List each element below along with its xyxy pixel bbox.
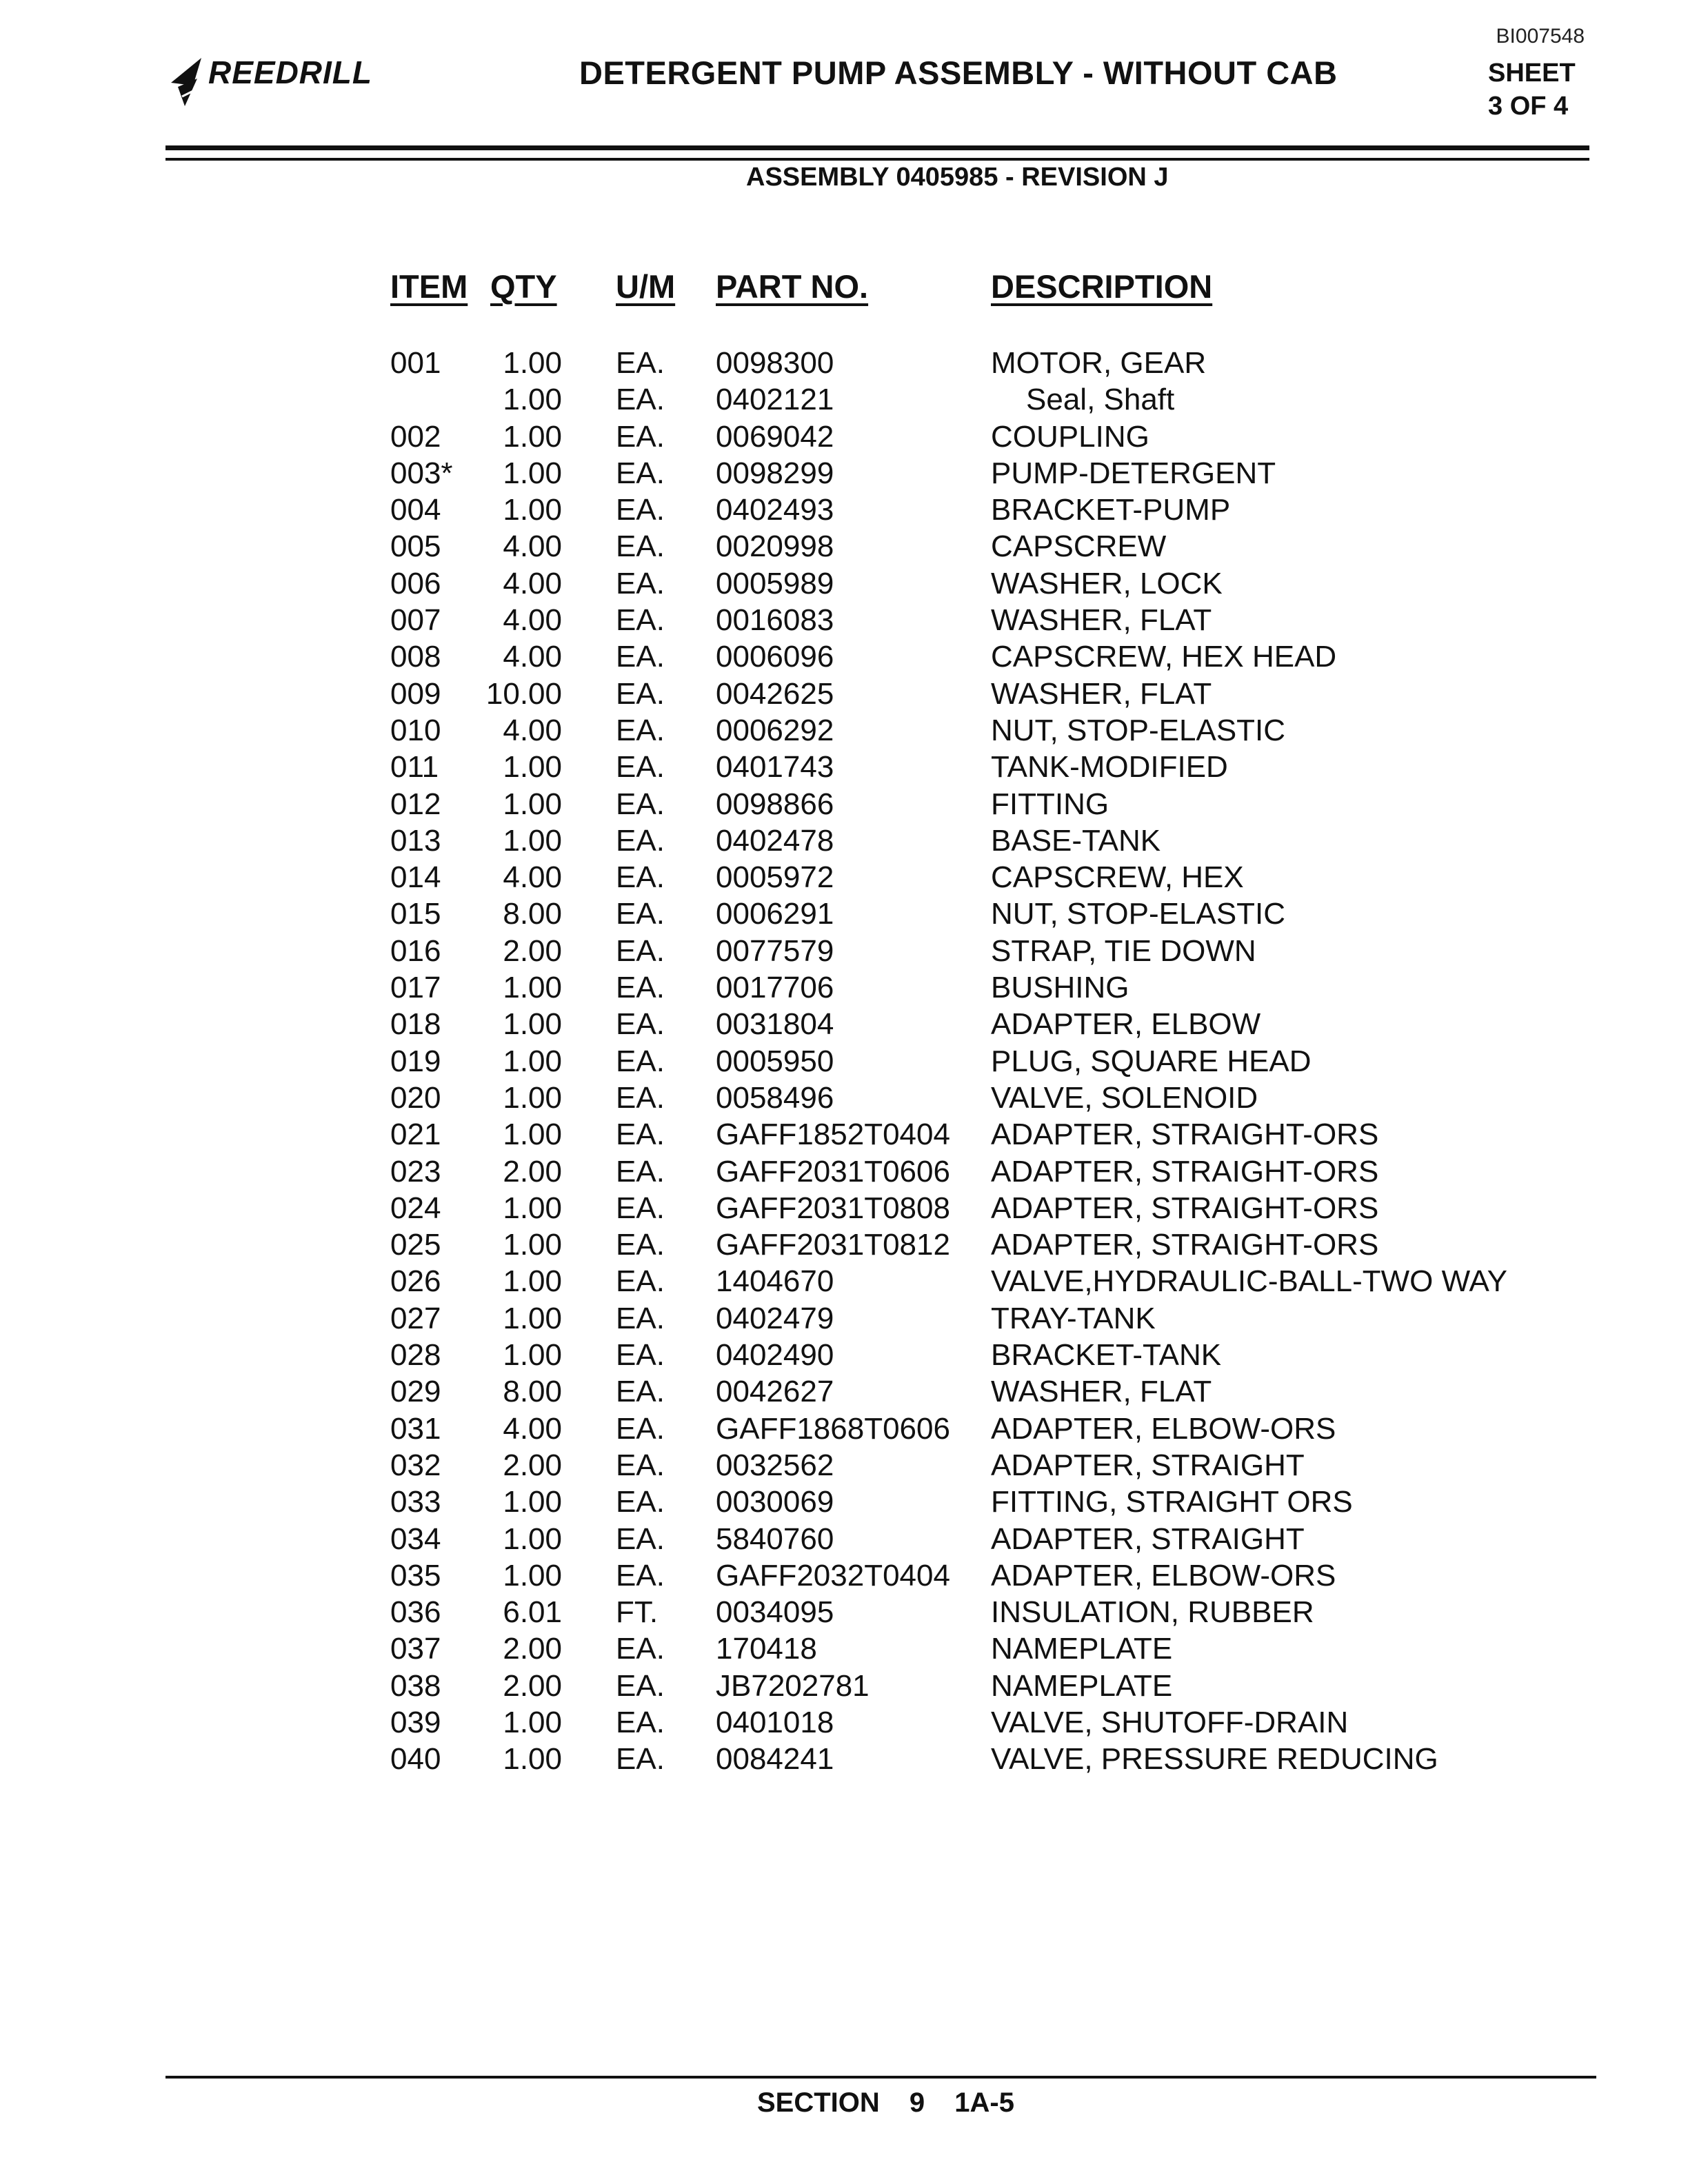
description-cell: ADAPTER, STRAIGHT-ORS — [991, 1228, 1379, 1262]
header-rule-bottom — [165, 158, 1589, 161]
um-cell: EA. — [616, 1411, 665, 1446]
description-cell: VALVE,HYDRAULIC-BALL-TWO WAY — [991, 1264, 1507, 1299]
description-cell: WASHER, FLAT — [991, 603, 1212, 638]
qty-cell: 1.00 — [503, 1264, 562, 1299]
part-number-cell: 170418 — [716, 1632, 817, 1666]
description-cell: ADAPTER, STRAIGHT — [991, 1448, 1305, 1482]
item-cell: 012 — [390, 787, 441, 821]
part-number-cell: 0005950 — [716, 1044, 834, 1078]
um-cell: EA. — [616, 971, 665, 1005]
um-cell: EA. — [616, 1044, 665, 1078]
description-cell: ADAPTER, STRAIGHT — [991, 1521, 1305, 1556]
table-row — [0, 1190, 1688, 1226]
item-cell: 024 — [390, 1191, 441, 1225]
um-cell: EA. — [616, 346, 665, 380]
item-cell: 005 — [390, 529, 441, 564]
table-row — [0, 1410, 1688, 1447]
part-number-cell: 0020998 — [716, 529, 834, 564]
item-cell: 039 — [390, 1705, 441, 1739]
um-cell: FT. — [616, 1595, 659, 1630]
qty-cell: 4.00 — [503, 1411, 562, 1446]
column-header-part-no: PART NO. — [716, 268, 869, 305]
table-row — [0, 1153, 1688, 1190]
sheet-label: SHEET — [1488, 59, 1576, 88]
um-cell: EA. — [616, 750, 665, 785]
description-cell: CAPSCREW, HEX — [991, 860, 1244, 895]
table-row — [0, 1594, 1688, 1630]
item-cell: 018 — [390, 1007, 441, 1042]
table-row — [0, 1741, 1688, 1777]
qty-cell: 1.00 — [503, 1521, 562, 1556]
item-cell: 016 — [390, 933, 441, 968]
qty-cell: 1.00 — [503, 787, 562, 821]
item-cell: 033 — [390, 1485, 441, 1519]
item-cell: 013 — [390, 823, 441, 858]
description-cell: ADAPTER, ELBOW-ORS — [991, 1411, 1336, 1446]
qty-cell: 8.00 — [503, 897, 562, 931]
qty-cell: 1.00 — [503, 1007, 562, 1042]
um-cell: EA. — [616, 383, 665, 417]
table-row — [0, 1300, 1688, 1337]
part-number-cell: 1404670 — [716, 1264, 834, 1299]
item-cell: 025 — [390, 1228, 441, 1262]
part-number-cell: 5840760 — [716, 1521, 834, 1556]
item-cell: 034 — [390, 1521, 441, 1556]
description-cell: ADAPTER, ELBOW-ORS — [991, 1558, 1336, 1593]
part-number-cell: 0016083 — [716, 603, 834, 638]
table-row — [0, 1080, 1688, 1116]
description-cell: BRACKET-TANK — [991, 1338, 1222, 1373]
description-cell: COUPLING — [991, 419, 1149, 454]
description-cell: ADAPTER, ELBOW — [991, 1007, 1261, 1042]
um-cell: EA. — [616, 787, 665, 821]
description-cell: NUT, STOP-ELASTIC — [991, 897, 1286, 931]
table-row — [0, 1447, 1688, 1484]
qty-cell: 4.00 — [503, 603, 562, 638]
description-cell: TANK-MODIFIED — [991, 750, 1228, 785]
qty-cell: 1.00 — [503, 419, 562, 454]
table-row — [0, 1521, 1688, 1557]
table-row — [0, 602, 1688, 638]
um-cell: EA. — [616, 1301, 665, 1335]
table-row — [0, 712, 1688, 749]
um-cell: EA. — [616, 1521, 665, 1556]
item-cell: 037 — [390, 1632, 441, 1666]
part-number-cell: 0402478 — [716, 823, 834, 858]
table-row — [0, 528, 1688, 565]
qty-cell: 1.00 — [503, 1485, 562, 1519]
part-number-cell: 0402479 — [716, 1301, 834, 1335]
part-number-cell: 0042627 — [716, 1375, 834, 1409]
um-cell: EA. — [616, 860, 665, 895]
reedrill-logo — [165, 54, 372, 116]
qty-cell: 1.00 — [503, 1228, 562, 1262]
qty-cell: 1.00 — [503, 1742, 562, 1777]
qty-cell: 4.00 — [503, 860, 562, 895]
um-cell: EA. — [616, 933, 665, 968]
item-cell: 010 — [390, 713, 441, 747]
qty-cell: 2.00 — [503, 1668, 562, 1703]
table-row — [0, 1484, 1688, 1520]
qty-cell: 1.00 — [503, 1118, 562, 1152]
um-cell: EA. — [616, 1632, 665, 1666]
part-number-cell: 0402490 — [716, 1338, 834, 1373]
part-number-cell: 0098866 — [716, 787, 834, 821]
item-cell: 019 — [390, 1044, 441, 1078]
part-number-cell: 0084241 — [716, 1742, 834, 1777]
part-number-cell: GAFF2032T0404 — [716, 1558, 950, 1593]
um-cell: EA. — [616, 1485, 665, 1519]
qty-cell: 2.00 — [503, 933, 562, 968]
description-cell: WASHER, FLAT — [991, 676, 1212, 711]
sheet-indicator — [1488, 57, 1576, 123]
description-cell: ADAPTER, STRAIGHT-ORS — [991, 1154, 1379, 1189]
description-cell: VALVE, SHUTOFF-DRAIN — [991, 1705, 1349, 1739]
description-cell: VALVE, PRESSURE REDUCING — [991, 1742, 1438, 1777]
item-cell: 020 — [390, 1080, 441, 1115]
um-cell: EA. — [616, 1191, 665, 1225]
column-header-item: ITEM — [390, 268, 468, 305]
table-row — [0, 1116, 1688, 1153]
footer-rule — [165, 2076, 1596, 2079]
part-number-cell: 0006292 — [716, 713, 834, 747]
qty-cell: 4.00 — [503, 566, 562, 600]
um-cell: EA. — [616, 1264, 665, 1299]
qty-cell: 1.00 — [503, 1044, 562, 1078]
table-row — [0, 786, 1688, 822]
item-cell: 029 — [390, 1375, 441, 1409]
item-cell: 015 — [390, 897, 441, 931]
part-number-cell: 0077579 — [716, 933, 834, 968]
um-cell: EA. — [616, 493, 665, 527]
page-number: 1A-5 — [954, 2087, 1014, 2118]
um-cell: EA. — [616, 1705, 665, 1739]
part-number-cell: JB7202781 — [716, 1668, 870, 1703]
drill-bit-icon — [165, 55, 207, 114]
description-cell: NAMEPLATE — [991, 1632, 1173, 1666]
part-number-cell: 0042625 — [716, 676, 834, 711]
um-cell: EA. — [616, 1375, 665, 1409]
table-row — [0, 418, 1688, 455]
part-number-cell: 0402121 — [716, 383, 834, 417]
qty-cell: 1.00 — [503, 383, 562, 417]
qty-cell: 4.00 — [503, 713, 562, 747]
qty-cell: 1.00 — [503, 456, 562, 490]
item-cell: 026 — [390, 1264, 441, 1299]
table-row — [0, 345, 1688, 381]
part-number-cell: 0005972 — [716, 860, 834, 895]
qty-cell: 2.00 — [503, 1632, 562, 1666]
table-row — [0, 1043, 1688, 1080]
page-footer — [757, 2087, 1014, 2119]
description-cell: VALVE, SOLENOID — [991, 1080, 1258, 1115]
description-cell: TRAY-TANK — [991, 1301, 1156, 1335]
item-cell: 027 — [390, 1301, 441, 1335]
description-cell: BASE-TANK — [991, 823, 1161, 858]
description-cell: PLUG, SQUARE HEAD — [991, 1044, 1312, 1078]
um-cell: EA. — [616, 529, 665, 564]
table-row — [0, 969, 1688, 1006]
part-number-cell: 0058496 — [716, 1080, 834, 1115]
item-cell: 011 — [390, 750, 439, 785]
um-cell: EA. — [616, 1154, 665, 1189]
qty-cell: 10.00 — [485, 676, 562, 711]
part-number-cell: 0401018 — [716, 1705, 834, 1739]
um-cell: EA. — [616, 456, 665, 490]
part-number-cell: 0402493 — [716, 493, 834, 527]
item-cell: 007 — [390, 603, 441, 638]
qty-cell: 1.00 — [503, 1558, 562, 1593]
table-row — [0, 933, 1688, 969]
um-cell: EA. — [616, 1668, 665, 1703]
qty-cell: 1.00 — [503, 1301, 562, 1335]
description-cell: PUMP-DETERGENT — [991, 456, 1276, 490]
table-row — [0, 1557, 1688, 1594]
table-row — [0, 896, 1688, 932]
description-cell: MOTOR, GEAR — [991, 346, 1207, 380]
um-cell: EA. — [616, 823, 665, 858]
um-cell: EA. — [616, 713, 665, 747]
table-row — [0, 492, 1688, 528]
table-row — [0, 1006, 1688, 1042]
table-row — [0, 638, 1688, 675]
sheet-number: 3 OF 4 — [1488, 92, 1569, 121]
table-row — [0, 565, 1688, 602]
item-cell: 036 — [390, 1595, 441, 1630]
um-cell: EA. — [616, 676, 665, 711]
item-cell: 014 — [390, 860, 441, 895]
part-number-cell: 0401743 — [716, 750, 834, 785]
item-cell: 004 — [390, 493, 441, 527]
qty-cell: 4.00 — [503, 529, 562, 564]
um-cell: EA. — [616, 603, 665, 638]
description-cell: WASHER, FLAT — [991, 1375, 1212, 1409]
table-row — [0, 1668, 1688, 1704]
um-cell: EA. — [616, 1742, 665, 1777]
part-number-cell: 0032562 — [716, 1448, 834, 1482]
um-cell: EA. — [616, 1228, 665, 1262]
description-cell: WASHER, LOCK — [991, 566, 1223, 600]
part-number-cell: 0069042 — [716, 419, 834, 454]
qty-cell: 1.00 — [503, 823, 562, 858]
part-number-cell: 0005989 — [716, 566, 834, 600]
table-row — [0, 1263, 1688, 1300]
description-cell: FITTING — [991, 787, 1109, 821]
description-cell: CAPSCREW, HEX HEAD — [991, 640, 1337, 674]
item-cell: 023 — [390, 1154, 441, 1189]
item-cell: 006 — [390, 566, 441, 600]
qty-cell: 8.00 — [503, 1375, 562, 1409]
table-row — [0, 455, 1688, 492]
qty-cell: 1.00 — [503, 493, 562, 527]
description-cell: ADAPTER, STRAIGHT-ORS — [991, 1191, 1379, 1225]
description-cell: CAPSCREW — [991, 529, 1167, 564]
column-header-qty: QTY — [490, 268, 557, 305]
brand-name: REEDRILL — [208, 54, 372, 90]
qty-cell: 1.00 — [503, 971, 562, 1005]
document-id: BI007548 — [1496, 25, 1585, 48]
description-cell: NAMEPLATE — [991, 1668, 1173, 1703]
part-number-cell: 0034095 — [716, 1595, 834, 1630]
part-number-cell: GAFF1852T0404 — [716, 1118, 950, 1152]
description-cell: FITTING, STRAIGHT ORS — [991, 1485, 1353, 1519]
item-cell: 017 — [390, 971, 441, 1005]
description-cell: ADAPTER, STRAIGHT-ORS — [991, 1118, 1379, 1152]
column-header-um: U/M — [616, 268, 676, 305]
item-cell: 031 — [390, 1411, 441, 1446]
table-row — [0, 859, 1688, 896]
item-cell: 035 — [390, 1558, 441, 1593]
item-cell: 040 — [390, 1742, 441, 1777]
qty-cell: 1.00 — [503, 1080, 562, 1115]
qty-cell: 4.00 — [503, 640, 562, 674]
table-row — [0, 749, 1688, 785]
description-cell: Seal, Shaft — [1026, 383, 1175, 417]
part-number-cell: 0098300 — [716, 346, 834, 380]
item-cell: 008 — [390, 640, 441, 674]
page-title: DETERGENT PUMP ASSEMBLY - WITHOUT CAB — [579, 54, 1338, 91]
table-row — [0, 1704, 1688, 1741]
part-number-cell: 0006096 — [716, 640, 834, 674]
table-row — [0, 381, 1688, 418]
um-cell: EA. — [616, 1338, 665, 1373]
item-cell: 032 — [390, 1448, 441, 1482]
table-row — [0, 1337, 1688, 1373]
table-row — [0, 1226, 1688, 1263]
um-cell: EA. — [616, 1080, 665, 1115]
um-cell: EA. — [616, 1558, 665, 1593]
part-number-cell: GAFF2031T0812 — [716, 1228, 950, 1262]
part-number-cell: 0030069 — [716, 1485, 834, 1519]
description-cell: NUT, STOP-ELASTIC — [991, 713, 1286, 747]
um-cell: EA. — [616, 566, 665, 600]
qty-cell: 1.00 — [503, 346, 562, 380]
item-cell: 003* — [390, 456, 453, 490]
qty-cell: 6.01 — [503, 1595, 562, 1630]
qty-cell: 1.00 — [503, 1705, 562, 1739]
item-cell: 001 — [390, 346, 441, 380]
part-number-cell: 0006291 — [716, 897, 834, 931]
description-cell: STRAP, TIE DOWN — [991, 933, 1256, 968]
item-cell: 002 — [390, 419, 441, 454]
assembly-revision: ASSEMBLY 0405985 - REVISION J — [746, 163, 1169, 192]
section-number: SECTION 9 — [757, 2087, 925, 2118]
um-cell: EA. — [616, 419, 665, 454]
description-cell: BUSHING — [991, 971, 1129, 1005]
item-cell: 021 — [390, 1118, 441, 1152]
table-row — [0, 822, 1688, 859]
table-row — [0, 1373, 1688, 1410]
item-cell: 028 — [390, 1338, 441, 1373]
part-number-cell: GAFF1868T0606 — [716, 1411, 950, 1446]
description-cell: BRACKET-PUMP — [991, 493, 1231, 527]
column-header-description: DESCRIPTION — [991, 268, 1213, 305]
part-number-cell: 0098299 — [716, 456, 834, 490]
table-row — [0, 676, 1688, 712]
part-number-cell: GAFF2031T0808 — [716, 1191, 950, 1225]
qty-cell: 1.00 — [503, 1191, 562, 1225]
um-cell: EA. — [616, 1448, 665, 1482]
description-cell: INSULATION, RUBBER — [991, 1595, 1314, 1630]
item-cell: 009 — [390, 676, 441, 711]
qty-cell: 2.00 — [503, 1448, 562, 1482]
part-number-cell: GAFF2031T0606 — [716, 1154, 950, 1189]
qty-cell: 2.00 — [503, 1154, 562, 1189]
header-rule-top — [165, 145, 1589, 150]
part-number-cell: 0031804 — [716, 1007, 834, 1042]
um-cell: EA. — [616, 897, 665, 931]
item-cell: 038 — [390, 1668, 441, 1703]
qty-cell: 1.00 — [503, 750, 562, 785]
um-cell: EA. — [616, 1118, 665, 1152]
qty-cell: 1.00 — [503, 1338, 562, 1373]
um-cell: EA. — [616, 1007, 665, 1042]
table-row — [0, 1630, 1688, 1667]
parts-table — [0, 345, 1688, 1778]
um-cell: EA. — [616, 640, 665, 674]
part-number-cell: 0017706 — [716, 971, 834, 1005]
